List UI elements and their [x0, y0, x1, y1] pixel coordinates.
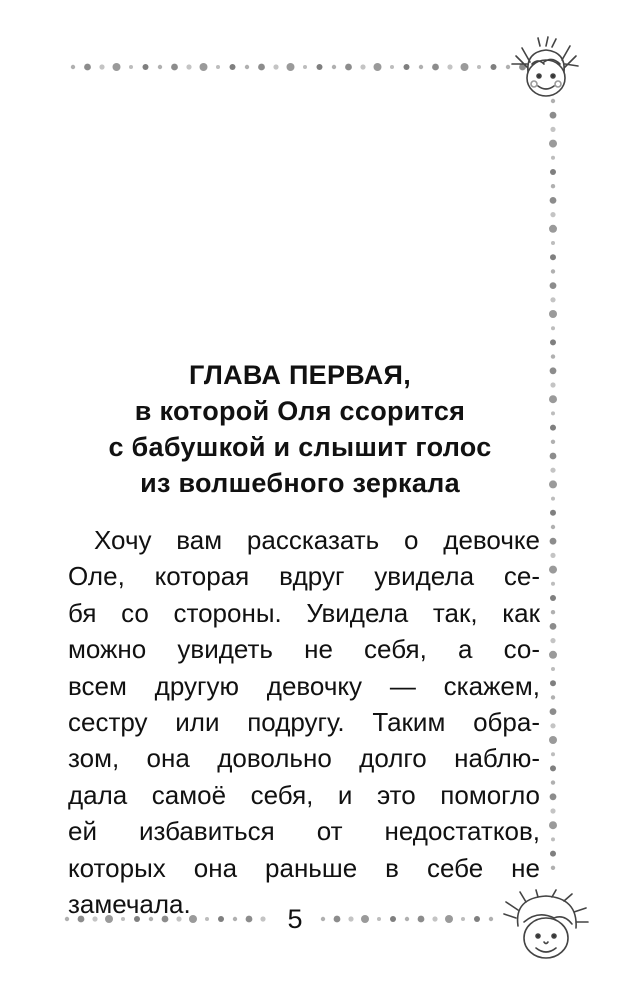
border-dot [551, 326, 555, 330]
border-dot [491, 64, 497, 70]
border-dot [551, 610, 555, 614]
text-line: бя со стороны. Увидела так, как [68, 597, 540, 628]
border-dot [549, 651, 557, 659]
border-dot [550, 339, 556, 345]
border-dot [113, 63, 121, 71]
right-dotted-border [546, 96, 560, 876]
border-dot [551, 440, 555, 444]
chapter-subtitle-line: с бабушкой и слышит голос [108, 432, 492, 462]
border-dot [273, 64, 278, 69]
border-dot [317, 64, 323, 70]
text-line: можно увидеть не себя, а со- [68, 634, 540, 665]
border-dot [550, 808, 555, 813]
border-dot [550, 127, 555, 132]
border-dot [550, 638, 555, 643]
border-dot [99, 64, 104, 69]
border-dot [550, 680, 556, 686]
border-dot [550, 382, 555, 387]
border-dot [549, 140, 557, 148]
border-dot [143, 64, 149, 70]
border-dot [549, 395, 557, 403]
border-dot [71, 65, 75, 69]
border-dot [550, 254, 556, 260]
border-dot [404, 64, 410, 70]
chapter-title: ГЛАВА ПЕРВАЯ, [188, 360, 412, 390]
border-dot [551, 780, 555, 784]
top-dotted-border [68, 60, 530, 74]
border-dot [550, 425, 556, 431]
border-dot [419, 65, 423, 69]
border-dot [287, 63, 295, 71]
border-dot [258, 64, 265, 71]
text-line: дала самоё себя, и это помогло [68, 779, 540, 810]
chapter-subtitle-line: в которой Оля ссорится [134, 396, 466, 426]
border-dot [550, 510, 556, 516]
border-dot [551, 837, 555, 841]
border-dot [551, 582, 555, 586]
border-dot [549, 310, 557, 318]
border-dot [550, 851, 556, 857]
border-dot [550, 468, 555, 473]
page-number: 5 [287, 904, 303, 934]
border-dot [345, 64, 352, 71]
border-dot [551, 525, 555, 529]
border-dot [551, 156, 555, 160]
text-line: Хочу вам рассказать о девочке [94, 525, 540, 555]
border-dot [551, 354, 555, 358]
border-dot [360, 64, 365, 69]
border-dot [550, 595, 556, 601]
border-dot [550, 297, 555, 302]
border-dot [550, 212, 555, 217]
border-dot [549, 821, 557, 829]
border-dot [549, 736, 557, 744]
border-dot [171, 64, 178, 71]
border-dot [550, 538, 557, 545]
chapter-heading [60, 357, 540, 501]
border-dot [374, 63, 382, 71]
border-dot [551, 269, 555, 273]
border-dot [551, 667, 555, 671]
border-dot [84, 64, 91, 71]
text-line: всем другую девочку — скажем, [68, 670, 540, 701]
border-dot [550, 708, 557, 715]
border-dot [129, 65, 133, 69]
body-paragraph [68, 522, 540, 922]
border-dot [550, 793, 557, 800]
text-line: которых она раньше в себе не [68, 852, 540, 883]
border-dot [549, 566, 557, 574]
border-dot [551, 866, 555, 870]
border-dot [551, 497, 555, 501]
border-dot [432, 64, 439, 71]
border-dot [550, 112, 557, 119]
border-dot [550, 169, 556, 175]
border-dot [550, 723, 555, 728]
border-dot [216, 65, 220, 69]
border-dot [550, 282, 557, 289]
border-dot [200, 63, 208, 71]
girl-face-icon [508, 34, 580, 104]
border-dot [551, 695, 555, 699]
border-dot [332, 65, 336, 69]
border-dot [551, 411, 555, 415]
border-dot [551, 241, 555, 245]
border-dot [230, 64, 236, 70]
border-dot [550, 197, 557, 204]
border-dot [477, 65, 481, 69]
text-line: сестру или подругу. Таким обра- [68, 707, 540, 738]
border-dot [550, 367, 557, 374]
border-dot [245, 65, 249, 69]
border-dot [158, 65, 162, 69]
border-dot [550, 453, 557, 460]
border-dot [551, 184, 555, 188]
text-line: зом, она довольно долго наблю- [68, 743, 540, 774]
border-dot [550, 623, 557, 630]
border-dot [551, 752, 555, 756]
text-line: замечала. [68, 889, 191, 920]
border-dot [303, 65, 307, 69]
border-dot [447, 64, 452, 69]
border-dot [549, 225, 557, 233]
border-dot [186, 64, 191, 69]
border-dot [550, 553, 555, 558]
text-line: ей избавиться от недостатков, [68, 816, 540, 847]
border-dot [390, 65, 394, 69]
border-dot [461, 63, 469, 71]
chapter-subtitle-line: из волшебного зеркала [140, 468, 460, 498]
border-dot [549, 480, 557, 488]
border-dot [550, 765, 556, 771]
text-line: Оле, которая вдруг увидела се- [68, 561, 540, 592]
